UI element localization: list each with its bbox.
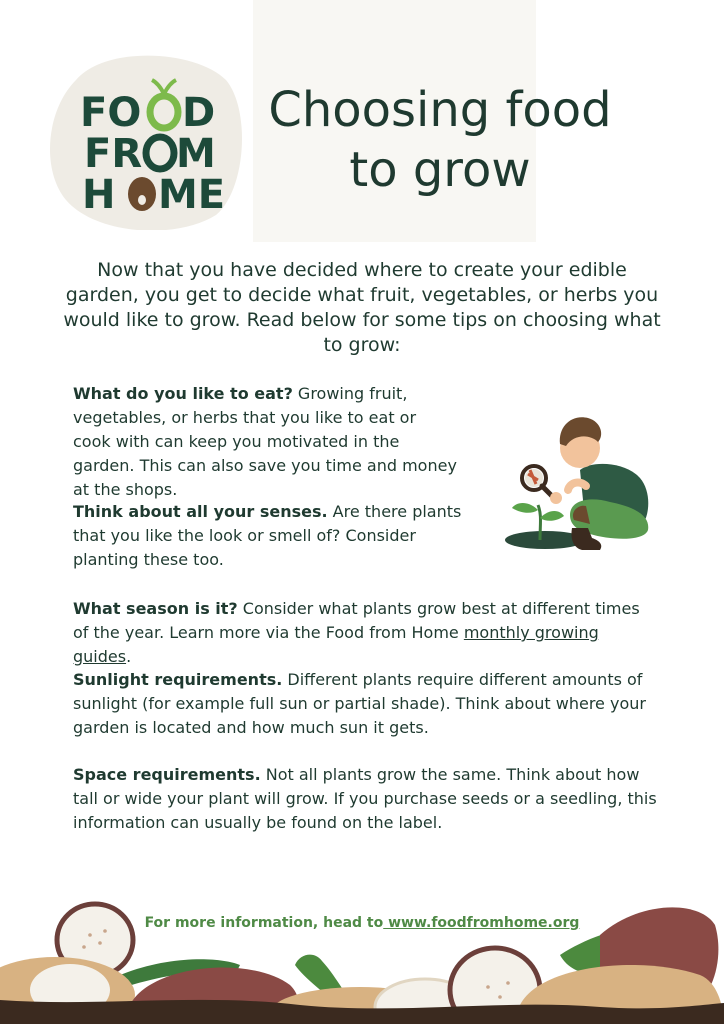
tip-text: Are there plants that you like the look or smell of? Consider planting these too. [73,502,462,569]
tip-space [73,763,658,835]
tip-like-to-eat [73,382,458,502]
intro-paragraph: Now that you have decided where to create your edible garden, you get to decide what fruit, vegetables, or herbs you would like to grow. Read below for some tips on choosing what to grow: [63,259,661,356]
monthly-growing-guides-link[interactable]: monthly growing guides [73,623,599,666]
footer-info [0,915,724,931]
svg-text:M: M [176,131,216,177]
tip-text: Growing fruit, vegetables, or herbs that you like to eat or cook with can keep you motivated in the garden. This can also save you time and money at the shops. [73,384,457,499]
tip-heading: What do you like to eat? [73,384,293,403]
page-title [250,80,630,200]
tip-text-end: . [126,647,132,666]
tip-heading: Sunlight requirements. [73,670,283,689]
title-line-2: to grow [349,142,531,198]
title-line-1: Choosing food [268,82,612,138]
tip-sunlight [73,668,653,740]
footer-url-link[interactable]: www.foodfromhome.org [383,915,580,931]
child-gardening-illustration [500,400,660,555]
tip-text: Consider what plants grow best at different times of the year. Learn more via the Food from Home [73,599,640,642]
svg-text:FR: FR [84,131,143,177]
tip-text: Different plants require different amounts of sunlight (for example full sun or partial shade). Think about where your garden is located and how much sun it gets. [73,670,646,737]
footer-prefix: For more information, head to [144,915,384,931]
tip-heading: Space requirements. [73,765,261,784]
svg-text:H: H [82,172,116,218]
svg-text:ME: ME [158,172,226,218]
tip-text: Not all plants grow the same. Think about how tall or wide your plant will grow. If you purchase seeds or a seedling, this information can usually be found on the label. [73,765,657,832]
svg-text:D: D [182,90,216,136]
svg-text:FO: FO [80,90,142,136]
tip-heading: Think about all your senses. [73,502,328,521]
tip-heading: What season is it? [73,599,238,618]
tip-season [73,597,653,669]
tip-senses [73,500,485,572]
food-from-home-logo [46,50,244,230]
